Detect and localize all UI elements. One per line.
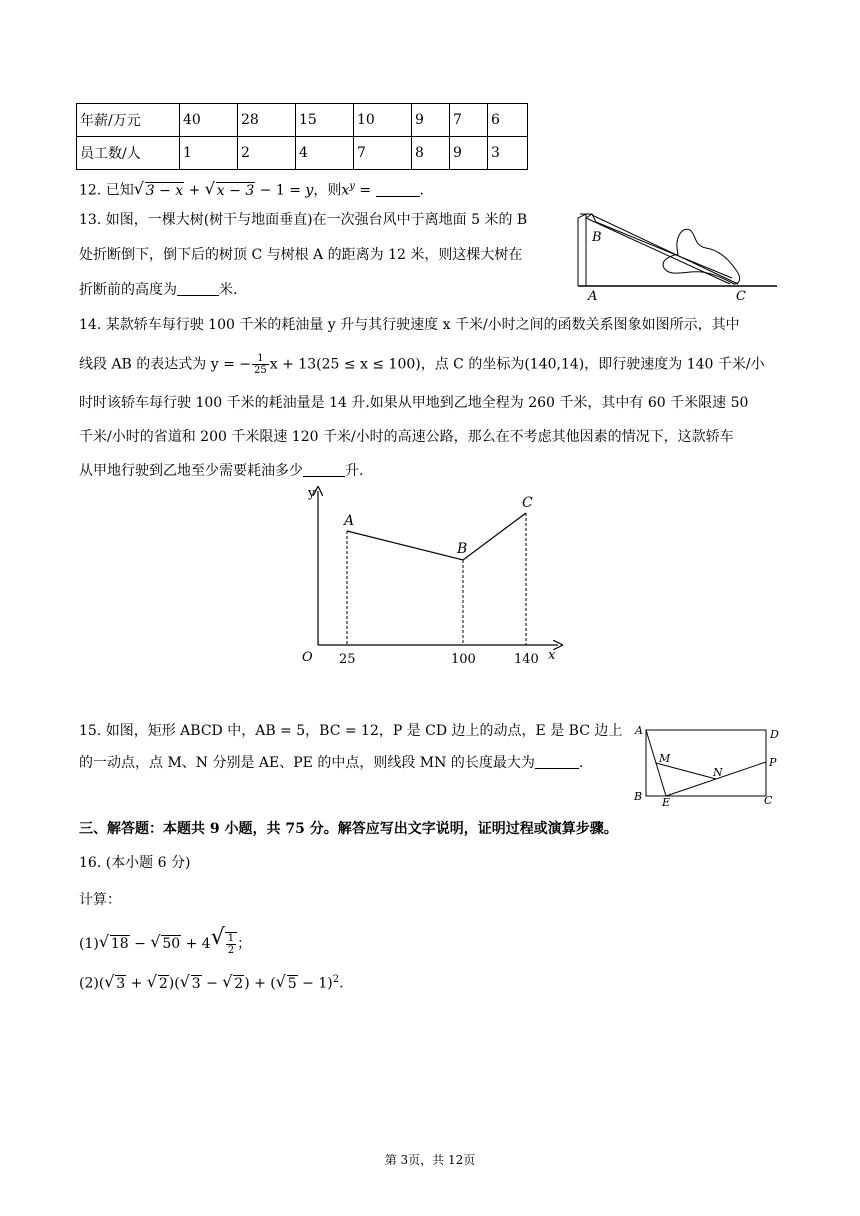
table-cell: 15 (296, 104, 354, 137)
sqrt-sign: √ 3 − x (133, 178, 184, 199)
q13-text: 米. (219, 282, 238, 298)
label-C: C (764, 794, 773, 806)
table-row (77, 137, 528, 170)
q16-text: + 4 (181, 936, 211, 952)
answer-blank (535, 754, 579, 769)
q12-text: = (354, 182, 376, 199)
table-cell: 6 (488, 104, 528, 137)
origin-label: O (302, 650, 313, 665)
table-row (77, 104, 528, 137)
exponent: 2 (332, 974, 340, 985)
table-cell: 7 (450, 104, 488, 137)
sqrt-sign: √ 2 (222, 971, 244, 992)
sqrt-sign: √ 3 (104, 971, 126, 992)
table-cell: 7 (354, 137, 412, 170)
salary-table (76, 103, 528, 170)
tree-figure (570, 208, 785, 304)
fraction-denominator: 2 (227, 945, 235, 956)
table-cell: 9 (450, 137, 488, 170)
q16-text: − 1) (297, 975, 333, 992)
q16-text: ； (237, 936, 252, 952)
answer-blank (376, 182, 420, 197)
q12-exponent: y (349, 181, 355, 192)
q12-radicand-2: x − 3 (216, 182, 255, 199)
label-M: M (659, 752, 671, 765)
q15-text: 的一动点，点 M、N 分别是 AE、PE 的中点，则线段 MN 的长度最大为 (79, 755, 535, 771)
table-cell: 4 (296, 137, 354, 170)
section-3-heading: 三、解答题：本题共 9 小题，共 75 分。解答应写出文字说明，证明过程或演算步骤。 (79, 821, 618, 837)
q16-text: )( (168, 975, 180, 992)
q12-var: x (341, 182, 350, 199)
table-cell: 1 (180, 137, 238, 170)
q12-text: − 1 = (255, 182, 306, 199)
fuel-graph (296, 485, 566, 680)
fraction (252, 353, 269, 376)
q16-text: − (129, 936, 151, 952)
point-label-A: A (344, 513, 355, 529)
label-A: A (635, 724, 643, 737)
label-E: E (662, 796, 671, 806)
q15-line-2 (79, 753, 583, 773)
q13-line-2: 处折断倒下，倒下后的树顶 C 与树根 A 的距离为 12 米，则这棵大树在 (79, 247, 523, 263)
sqrt-sign: √ x − 3 (204, 178, 255, 199)
q12-text: 12. 已知 (79, 182, 134, 199)
q14-line-2 (79, 353, 765, 376)
q12-text: . (419, 182, 424, 199)
table-cell: 28 (238, 104, 296, 137)
fraction-numerator: 1 (252, 353, 269, 365)
sqrt-sign: √ 2 (146, 971, 168, 992)
q12-var: y (305, 182, 314, 199)
q16-text: + (126, 975, 147, 992)
point-label-C: C (522, 495, 533, 511)
q16-text: (2)( (79, 975, 105, 992)
radicand: 3 (191, 975, 201, 992)
fraction-numerator: 1 (227, 933, 235, 944)
label-P: P (769, 756, 777, 769)
q14-line-4: 千米/小时的省道和 200 千米限速 120 千米/小时的高速公路，那么在不考虑其他因素的情况下，这款轿车 (79, 429, 734, 445)
question-12 (79, 177, 424, 201)
table-cell: 10 (354, 104, 412, 137)
table-cell: 年薪/万元 (77, 104, 180, 137)
label-B: B (592, 230, 602, 245)
q14-line-1: 14. 某款轿车每行驶 100 千米的耗油量 y 升与其行驶速度 x 千米/小时之间的函数关系图象如图所示，其中 (79, 317, 740, 333)
tick-label: 140 (514, 652, 539, 667)
page-footer: 第 3页，共 12页 (384, 1153, 476, 1167)
rectangle-figure (630, 720, 785, 806)
x-axis-label: x (548, 648, 556, 663)
table-cell: 8 (412, 137, 450, 170)
q14-text: 从甲地行驶到乙地至少需要耗油多少 (79, 463, 303, 479)
q16-title: 16. (本小题 6 分) (79, 855, 191, 871)
radicand: 2 (234, 975, 244, 992)
q16-text: (1) (79, 936, 99, 952)
q14-text: 升. (345, 463, 364, 479)
q13-line-1: 13. 如图，一棵大树(树干与地面垂直)在一次强台风中于离地面 5 米的 B (79, 212, 528, 228)
answer-blank (303, 462, 345, 477)
q12-text: + (184, 182, 205, 199)
label-B: B (634, 790, 643, 803)
answer-blank (177, 281, 219, 296)
tick-label: 25 (339, 652, 356, 667)
table-cell: 3 (488, 137, 528, 170)
fuel-line (347, 513, 526, 560)
fallen-trunk (596, 222, 732, 278)
fallen-trunk (592, 215, 738, 284)
point-label-B: B (457, 541, 468, 557)
q13-text: 折断前的高度为 (79, 282, 177, 298)
label-N: N (713, 766, 723, 779)
table-cell: 9 (412, 104, 450, 137)
sqrt-sign: √ 3 (179, 971, 201, 992)
q14-text: x + 13(25 ≤ x ≤ 100)，点 C 的坐标为(140,14)，即行驶速度为 140 千米/小 (269, 356, 765, 373)
q14-line-5 (79, 461, 363, 481)
q12-radicand-1: 3 − x (145, 182, 184, 199)
q16-part-1 (79, 925, 252, 956)
segment-MN (656, 763, 716, 779)
q16-intro: 计算： (79, 892, 121, 908)
q16-part-2 (79, 970, 344, 994)
table-cell: 2 (238, 137, 296, 170)
radicand: 5 (287, 975, 297, 992)
sqrt-sign: √ 5 (275, 971, 297, 992)
radicand: 2 (158, 975, 168, 992)
q13-line-3 (79, 280, 237, 300)
table-cell: 员工数/人 (77, 137, 180, 170)
q15-text: . (578, 755, 584, 771)
table-cell: 40 (180, 104, 238, 137)
sqrt-sign: √ 50 (150, 932, 181, 952)
radicand: 50 (162, 936, 181, 952)
fallen-trunk (586, 218, 730, 284)
label-D: D (770, 728, 779, 741)
q16-text: ) + ( (244, 975, 276, 992)
tick-label: 100 (451, 652, 476, 667)
radicand: 18 (110, 936, 129, 952)
label-A: A (588, 289, 598, 304)
radicand (225, 932, 237, 956)
radicand: 3 (116, 975, 126, 992)
tree-trunk (578, 214, 586, 286)
q16-text: . (339, 975, 344, 992)
q15-line-1: 15. 如图，矩形 ABCD 中，AB = 5，BC = 12，P 是 CD 边上的动点，E 是 BC 边上 (79, 723, 623, 739)
q16-text: − (201, 975, 223, 992)
q12-text: ，则 (313, 182, 342, 199)
fraction-denominator: 25 (254, 365, 267, 376)
label-C: C (736, 289, 746, 304)
tree-canopy (663, 229, 740, 284)
y-axis-label: y (308, 486, 316, 501)
q14-line-3: 时时该轿车每行驶 100 千米的耗油量是 14 升.如果从甲地到乙地全程为 260 千米，其中有 60 千米限速 50 (79, 395, 749, 411)
q14-text: 线段 AB 的表达式为 y = − (79, 356, 252, 373)
sqrt-sign: √ $\frac{1}{2}$ (211, 932, 237, 956)
sqrt-sign: √ 18 (98, 932, 129, 952)
